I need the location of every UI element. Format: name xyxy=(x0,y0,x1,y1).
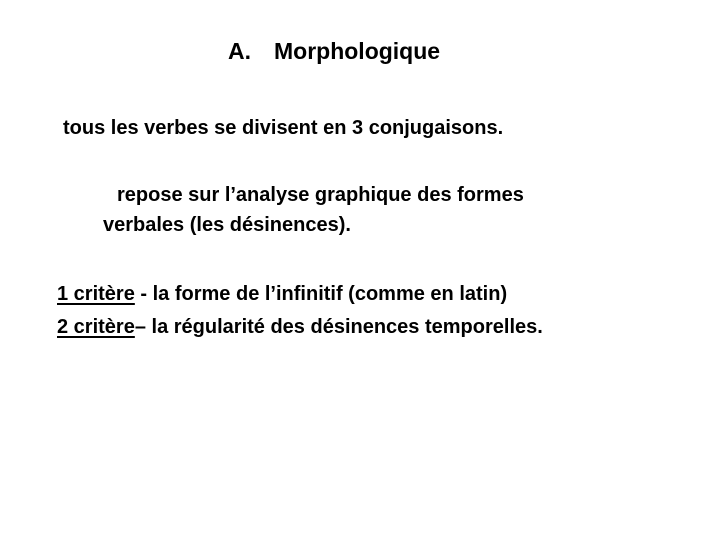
title-text: Morphologique xyxy=(274,38,441,64)
criterion-2-text: – la régularité des désinences temporelles. xyxy=(134,316,543,338)
criterion-1 xyxy=(57,279,507,309)
criterion-2-label: 2 critère xyxy=(57,316,135,338)
criterion-1-label: 1 critère xyxy=(57,283,135,305)
slide-title xyxy=(228,38,440,65)
criterion-2 xyxy=(57,312,543,342)
analysis-line-1: repose sur l’analyse graphique des formes xyxy=(117,184,524,206)
intro-line: tous les verbes se divisent en 3 conjugaisons. xyxy=(63,117,504,139)
criterion-1-text: - la forme de l’infinitif (comme en latin) xyxy=(134,283,508,305)
title-number: A. xyxy=(228,38,251,64)
analysis-line-2: verbales (les désinences). xyxy=(103,214,351,236)
